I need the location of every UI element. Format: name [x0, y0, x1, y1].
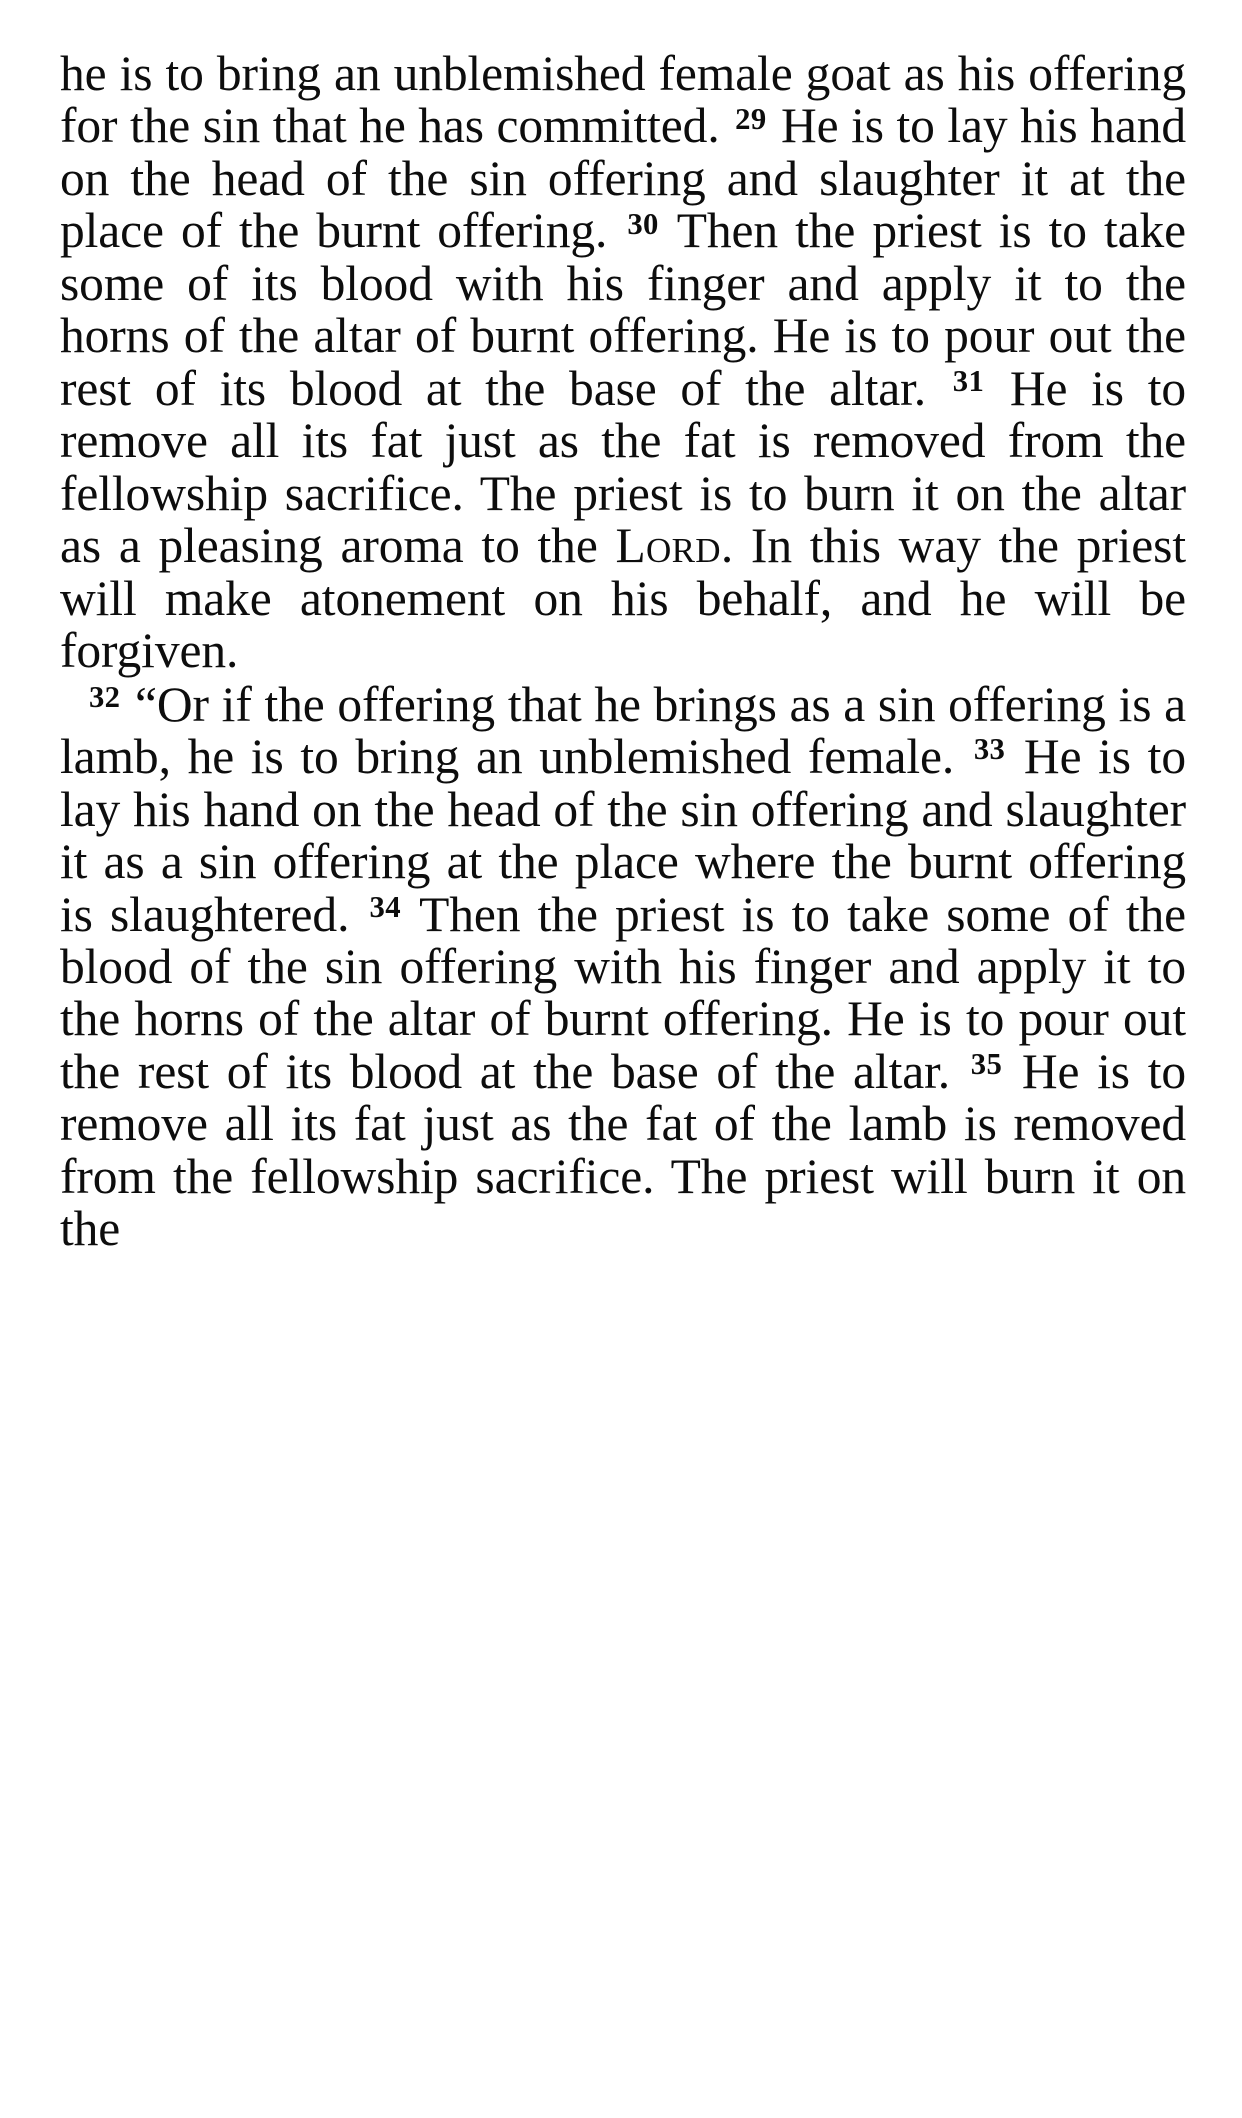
passage-paragraph — [60, 676, 1187, 1257]
verse-number[interactable]: 35 — [970, 1047, 1003, 1082]
verse-text: He is to lay his hand on the head of the sin offering and slaughter it at the place of the burnt offering. — [60, 98, 1186, 259]
verse-text: Then the priest is to take some of its blood with his finger and apply it to the horns of the altar of burnt offering. He is to pour out the rest of its blood at the base of the altar. — [60, 203, 1186, 416]
verse-number[interactable]: 33 — [973, 732, 1006, 767]
passage-body — [60, 48, 1186, 1256]
verse-number[interactable]: 34 — [369, 889, 401, 924]
verse-number[interactable]: 30 — [627, 206, 659, 241]
passage-paragraph — [60, 48, 1186, 678]
verse-text: Then the priest is to take some of the blood of the sin offering with his finger and apply it to the horns of the altar of burnt offering. He is to pour out the rest of its blood at the base of the altar. — [60, 886, 1186, 1099]
verse-text: He is to lay his hand on the head of the sin offering and slaughter it as a sin offering at the place where the burnt offering is slaughtered. — [60, 729, 1186, 942]
verse-text: He is to remove all its fat just as the fat of the lamb is removed from the fellowship sacrifice. The priest will burn it on the — [60, 1043, 1187, 1257]
verse-text: He is to remove all its fat just as the fat is removed from the fellowship sacrifice. The priest is to burn it on the altar as a pleasing aroma to the — [60, 360, 1186, 574]
verse-text: he is to bring an unblemished female goat as his offering for the sin that he has committed. — [60, 46, 1186, 154]
verse-number[interactable]: 29 — [735, 101, 767, 136]
verse-number[interactable]: 31 — [952, 364, 985, 399]
verse-number[interactable]: 32 — [89, 679, 121, 714]
verse-text: “Or if the offering that he brings as a sin offering is a lamb, he is to bring an unblemished female. — [60, 676, 1186, 785]
divine-name: Lord — [615, 518, 721, 574]
verse-text: . In this way the priest will make atonement on his behalf, and he will be forgiven. — [60, 518, 1186, 679]
